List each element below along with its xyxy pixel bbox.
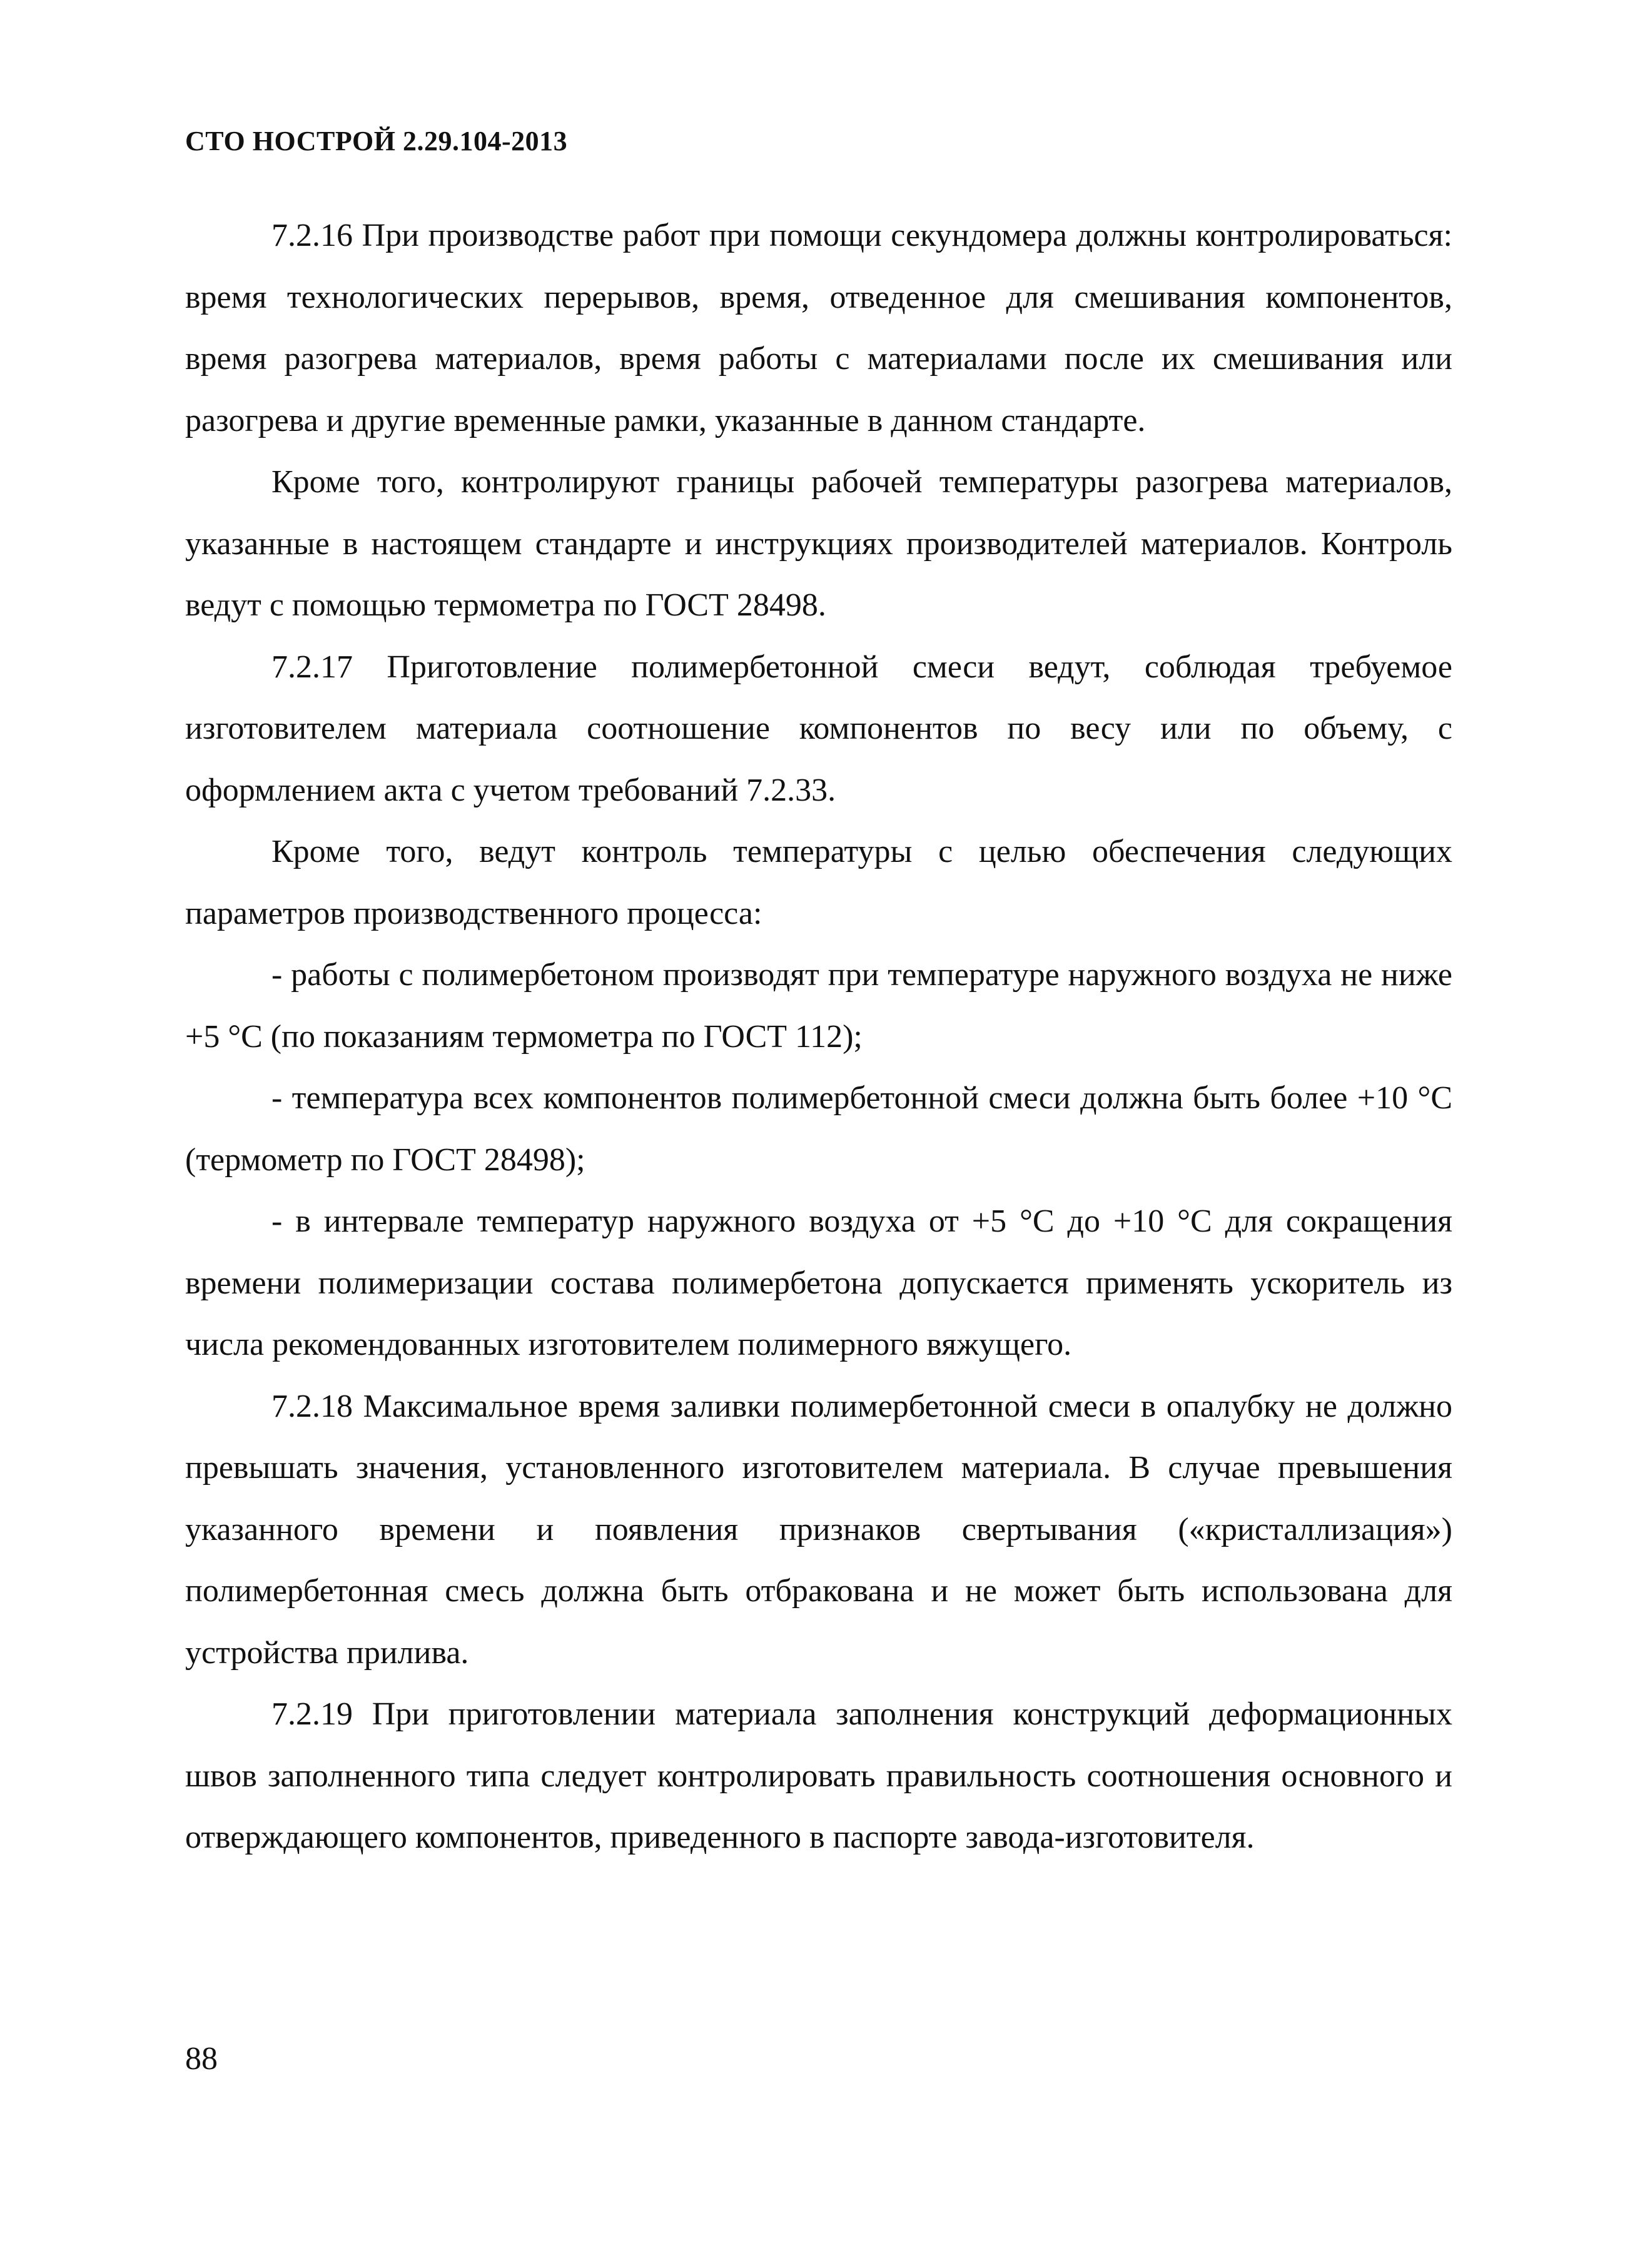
list-item-component-temperature: - температура всех компонентов полимербетонной смеси должна быть более +10 °С (термометр по ГОСТ 28498); (185, 1080, 1452, 1178)
page-number: 88 (185, 2041, 218, 2077)
list-item-outdoor-temperature: - работы с полимербетоном производят при температуре наружного воздуха не ниже +5 °С (по показаниям термометра по ГОСТ 112); (185, 957, 1452, 1055)
paragraph-temperature-limits: Кроме того, контролируют границы рабочей температуры разогрева материалов, указанные в настоящем стандарте и инструкциях производителей материалов. Контроль ведут с помощью термометра по ГОСТ 28498. (185, 464, 1452, 623)
paragraph-temperature-control: Кроме того, ведут контроль температуры с целью обеспечения следующих параметров производственного процесса: (185, 834, 1452, 931)
document-body (185, 205, 1452, 1869)
paragraph-7-2-18: 7.2.18 Максимальное время заливки полимербетонной смеси в опалубку не должно превышать значения, установленного изготовителем материала. В случае превышения указанного времени и появления признаков свертывания («кристаллизация») полимербетонная смесь должна быть отбракована и не может быть использована для устройства прилива. (185, 1388, 1452, 1671)
document-header: СТО НОСТРОЙ 2.29.104-2013 (185, 126, 568, 156)
list-item-accelerator: - в интервале температур наружного воздуха от +5 °С до +10 °С для сокращения времени полимеризации состава полимербетона допускается применять ускоритель из числа рекомендованных изготовителем полимерного вяжущего. (185, 1203, 1452, 1362)
paragraph-7-2-16: 7.2.16 При производстве работ при помощи секундомера должны контролироваться: время технологических перерывов, время, отведенное для смешивания компонентов, время разогрева материалов, время работы с материалами после их смешивания или разогрева и другие временные рамки, указанные в данном стандарте. (185, 218, 1452, 438)
paragraph-7-2-17: 7.2.17 Приготовление полимербетонной смеси ведут, соблюдая требуемое изготовителем материала соотношение компонентов по весу или по объему, с оформлением акта с учетом требований 7.2.33. (185, 649, 1452, 808)
paragraph-7-2-19: 7.2.19 При приготовлении материала заполнения конструкций деформационных швов заполненного типа следует контролировать правильность соотношения основного и отверждающего компонентов, приведенного в паспорте завода-изготовителя. (185, 1696, 1452, 1855)
